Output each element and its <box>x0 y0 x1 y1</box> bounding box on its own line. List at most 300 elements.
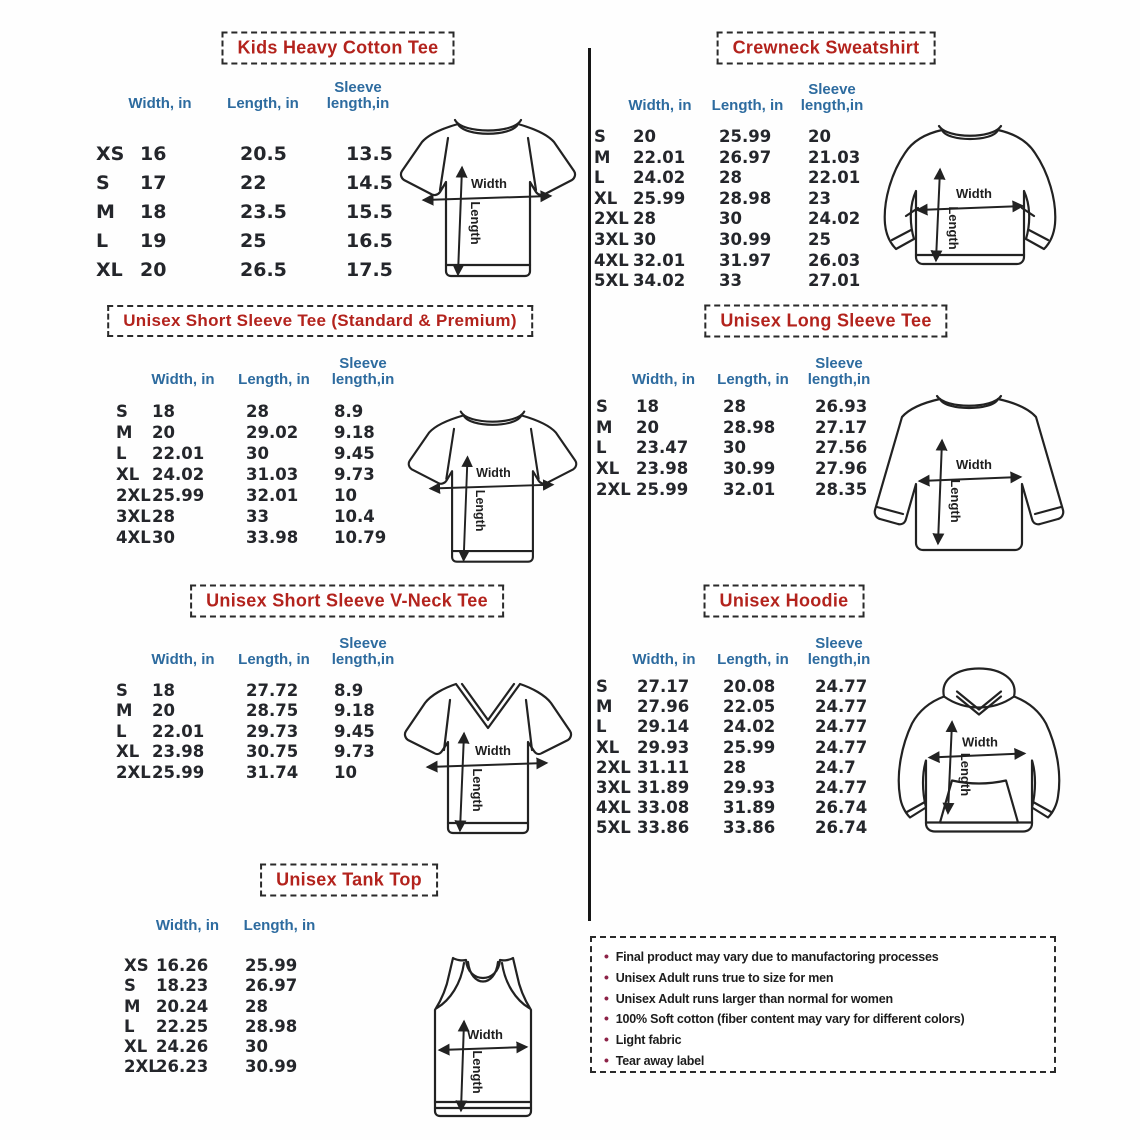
table-row <box>96 140 430 169</box>
size-cell: 2XL <box>116 486 151 505</box>
size-cell: L <box>96 230 109 252</box>
table-row <box>124 997 340 1017</box>
size-cell: L <box>596 717 607 737</box>
table-row <box>116 443 424 464</box>
width-arrow-label: Width <box>956 457 992 472</box>
section-title-box <box>704 585 865 618</box>
width-cell: 23.47 <box>636 438 689 458</box>
column-header-width: Width, in <box>151 651 215 668</box>
size-cell: XL <box>116 742 140 762</box>
sleeve-cell: 24.77 <box>815 737 868 757</box>
width-cell: 18 <box>152 402 175 421</box>
note-text: Final product may vary due to manufactoring processes <box>615 950 939 964</box>
sleeve-cell: 13.5 <box>346 143 393 165</box>
note-text: Unisex Adult runs true to size for men <box>615 970 834 985</box>
sleeve-cell: 28.35 <box>815 479 868 499</box>
size-cell: XL <box>596 737 620 757</box>
column-header-width: Width, in <box>628 97 692 114</box>
table-row <box>96 256 430 285</box>
length-cell: 25 <box>240 230 267 252</box>
table-row <box>596 480 895 501</box>
length-cell: 20.08 <box>723 677 776 696</box>
width-cell: 18 <box>636 397 659 416</box>
width-cell: 22.25 <box>156 1016 209 1036</box>
width-cell: 31.11 <box>637 757 690 777</box>
length-cell: 31.03 <box>246 465 299 484</box>
section-title-box <box>107 305 533 337</box>
table-row <box>124 956 340 976</box>
sleeve-cell: 27.17 <box>815 417 868 437</box>
size-cell: 3XL <box>596 778 631 798</box>
size-cell: XS <box>96 143 125 165</box>
column-header-sleeve: Sleeve length,in <box>807 355 871 388</box>
length-arrow-label: Length <box>946 206 961 250</box>
column-header-length: Length, in <box>238 651 310 668</box>
size-cell: 2XL <box>116 762 151 782</box>
width-cell: 30 <box>633 229 656 249</box>
table-row <box>596 418 895 439</box>
width-cell: 18.23 <box>156 976 209 996</box>
width-cell: 28 <box>633 209 656 229</box>
sleeve-cell: 14.5 <box>346 172 393 194</box>
column-header-width: Width, in <box>632 651 696 668</box>
length-cell: 30.75 <box>246 742 299 762</box>
sleeve-cell: 26.74 <box>815 798 868 818</box>
size-cell: 4XL <box>594 250 629 270</box>
section-title-box <box>260 864 438 897</box>
table-row <box>116 701 424 721</box>
length-cell: 24.02 <box>723 717 776 737</box>
width-cell: 24.26 <box>156 1037 209 1057</box>
table-header <box>110 78 400 112</box>
sleeve-cell: 27.01 <box>808 271 861 291</box>
length-cell: 31.74 <box>246 762 299 782</box>
width-cell: 22.01 <box>152 721 205 741</box>
tank-top-illustration <box>418 950 548 1128</box>
width-cell: 24.02 <box>152 465 205 484</box>
length-cell: 28.98 <box>245 1016 298 1036</box>
sleeve-cell: 15.5 <box>346 201 393 223</box>
tee-illustration <box>400 400 585 578</box>
size-cell: S <box>96 172 110 194</box>
sleeve-cell: 8.9 <box>334 681 364 700</box>
table-row <box>116 422 424 443</box>
note-text: Light fabric <box>615 1033 682 1048</box>
bullet-icon: • <box>604 948 609 964</box>
sleeve-cell: 24.77 <box>815 717 868 737</box>
table-row <box>124 1057 340 1077</box>
section-title-box <box>221 32 454 65</box>
sleeve-cell: 21.03 <box>808 147 861 167</box>
length-cell: 30 <box>246 444 269 463</box>
length-cell: 28 <box>245 996 268 1016</box>
size-cell: M <box>594 147 611 167</box>
length-cell: 22 <box>240 172 267 194</box>
length-arrow-label: Length <box>473 489 488 532</box>
width-cell: 20 <box>633 127 656 146</box>
width-cell: 30 <box>152 528 175 547</box>
size-cell: XL <box>116 465 140 484</box>
length-cell: 22.05 <box>723 697 776 717</box>
width-cell: 25.99 <box>152 762 205 782</box>
section-title: Unisex Short Sleeve Tee (Standard & Premium) <box>123 311 517 330</box>
size-cell: S <box>116 681 128 700</box>
sleeve-cell: 9.45 <box>334 444 375 463</box>
table-row <box>594 148 888 169</box>
table-row <box>124 1037 340 1057</box>
size-cell: S <box>116 402 128 421</box>
width-cell: 26.23 <box>156 1057 209 1077</box>
sleeve-cell: 27.96 <box>815 459 868 479</box>
column-header-sleeve: Sleeve length,in <box>331 355 395 388</box>
length-arrow-label: Length <box>470 1050 485 1094</box>
size-table <box>596 677 895 839</box>
column-header-sleeve: Sleeve length,in <box>326 79 390 112</box>
column-header-length: Length, in <box>711 97 784 114</box>
width-arrow-label: Width <box>476 465 511 480</box>
width-cell: 34.02 <box>633 271 686 291</box>
column-header-length: Length, in <box>227 95 299 112</box>
sweatshirt-illustration <box>862 112 1077 302</box>
bullet-icon: • <box>604 1051 609 1068</box>
size-cell: S <box>124 976 136 996</box>
size-cell: M <box>596 697 613 717</box>
length-cell: 27.72 <box>246 681 299 700</box>
column-header-sleeve: Sleeve length,in <box>807 635 871 668</box>
width-cell: 25.99 <box>636 479 689 499</box>
bullet-icon: • <box>604 989 609 1006</box>
size-cell: 2XL <box>124 1057 159 1077</box>
length-cell: 33.98 <box>246 528 299 547</box>
table-header <box>617 78 872 114</box>
size-cell: 5XL <box>596 818 631 838</box>
size-cell: 2XL <box>596 757 631 777</box>
table-row <box>596 738 895 758</box>
size-cell: S <box>594 127 606 146</box>
size-cell: 4XL <box>116 528 151 547</box>
size-cell: XS <box>124 956 149 975</box>
sleeve-cell: 26.03 <box>808 250 861 270</box>
width-cell: 25.99 <box>633 188 686 208</box>
width-cell: 32.01 <box>633 250 686 270</box>
width-cell: 20 <box>140 259 167 281</box>
sleeve-cell: 26.93 <box>815 397 868 416</box>
column-header-sleeve: Sleeve length,in <box>800 81 864 114</box>
width-cell: 25.99 <box>152 486 205 505</box>
width-cell: 23.98 <box>636 459 689 479</box>
bullet-icon: • <box>604 968 609 985</box>
sleeve-cell: 10.4 <box>334 507 375 526</box>
note-item <box>604 1051 1048 1072</box>
size-cell: M <box>124 996 141 1016</box>
sleeve-cell: 24.77 <box>815 697 868 717</box>
width-arrow-label: Width <box>956 186 992 201</box>
column-header-width: Width, in <box>631 371 696 388</box>
sleeve-cell: 9.73 <box>334 465 375 484</box>
length-cell: 31.89 <box>723 798 776 818</box>
width-arrow-label: Width <box>467 1027 503 1042</box>
v-neck-tee-illustration <box>398 672 578 850</box>
table-row <box>116 506 424 527</box>
size-cell: L <box>124 1016 135 1036</box>
width-arrow-label: Width <box>471 176 507 191</box>
width-cell: 19 <box>140 230 167 252</box>
length-cell: 26.5 <box>240 259 287 281</box>
table-row <box>596 778 895 798</box>
length-cell: 30.99 <box>723 459 776 479</box>
length-cell: 30.99 <box>719 229 772 249</box>
section-title: Unisex Short Sleeve V-Neck Tee <box>206 590 488 611</box>
size-cell: L <box>594 168 605 188</box>
bullet-icon: • <box>604 1031 609 1048</box>
width-cell: 33.08 <box>637 798 690 818</box>
length-arrow-label: Length <box>470 768 485 812</box>
section-title: Unisex Hoodie <box>719 590 849 611</box>
size-table <box>116 401 424 548</box>
size-cell: 2XL <box>596 479 631 499</box>
bullet-icon: • <box>604 1010 609 1027</box>
width-cell: 20 <box>636 417 659 437</box>
width-cell: 17 <box>140 172 167 194</box>
width-cell: 16 <box>140 143 167 165</box>
length-cell: 30 <box>723 438 746 458</box>
length-cell: 23.5 <box>240 201 287 223</box>
length-arrow-label: Length <box>958 752 973 797</box>
length-cell: 29.93 <box>723 778 776 798</box>
section-title-box <box>704 305 947 338</box>
table-row <box>596 818 895 838</box>
sleeve-cell: 24.02 <box>808 209 861 229</box>
width-cell: 27.96 <box>637 697 690 717</box>
size-cell: L <box>596 438 607 458</box>
width-cell: 16.26 <box>156 956 209 975</box>
sleeve-cell: 17.5 <box>346 259 393 281</box>
size-table <box>594 127 888 292</box>
size-table <box>596 397 895 501</box>
length-cell: 33.86 <box>723 818 776 838</box>
sleeve-cell: 10 <box>334 762 357 782</box>
note-item <box>604 1009 1048 1030</box>
size-cell: 5XL <box>594 271 629 291</box>
table-row <box>116 742 424 762</box>
table-row <box>124 976 340 996</box>
table-row <box>116 401 424 422</box>
length-cell: 29.73 <box>246 721 299 741</box>
width-cell: 23.98 <box>152 742 205 762</box>
length-cell: 33 <box>246 507 269 526</box>
column-header-length: Length, in <box>717 371 789 388</box>
table-row <box>116 464 424 485</box>
section-title: Unisex Long Sleeve Tee <box>720 310 932 331</box>
note-item <box>604 968 1048 989</box>
size-table <box>116 681 424 783</box>
notes-box <box>590 936 1056 1073</box>
sleeve-cell: 20 <box>808 127 831 146</box>
size-cell: S <box>596 397 608 416</box>
table-row <box>596 697 895 717</box>
sleeve-cell: 9.18 <box>334 701 375 721</box>
table-row <box>594 189 888 210</box>
sleeve-cell: 22.01 <box>808 168 861 188</box>
size-table <box>124 956 340 1078</box>
column-header-length: Length, in <box>717 651 789 668</box>
length-cell: 25.99 <box>245 956 298 975</box>
sleeve-cell: 24.77 <box>815 677 868 696</box>
length-cell: 25.99 <box>723 737 776 757</box>
sleeve-cell: 27.56 <box>815 438 868 458</box>
table-row <box>596 459 895 480</box>
sleeve-cell: 24.77 <box>815 778 868 798</box>
sleeve-cell: 8.9 <box>334 402 364 421</box>
note-item <box>604 1030 1048 1051</box>
length-cell: 28.98 <box>723 417 776 437</box>
table-row <box>116 485 424 506</box>
table-row <box>96 227 430 256</box>
column-divider <box>588 48 591 921</box>
width-cell: 29.14 <box>637 717 690 737</box>
table-row <box>594 127 888 148</box>
length-arrow-label: Length <box>948 479 963 523</box>
sleeve-cell: 25 <box>808 229 831 249</box>
section-title: Unisex Tank Top <box>276 869 422 890</box>
width-cell: 18 <box>140 201 167 223</box>
width-cell: 22.01 <box>633 147 686 167</box>
width-cell: 20 <box>152 701 175 721</box>
length-cell: 28 <box>246 402 269 421</box>
length-cell: 33 <box>719 271 742 291</box>
section-title-box <box>190 585 504 618</box>
long-sleeve-tee-illustration <box>862 385 1077 575</box>
sleeve-cell: 16.5 <box>346 230 393 252</box>
size-cell: 4XL <box>596 798 631 818</box>
table-row <box>596 758 895 778</box>
length-cell: 29.02 <box>246 423 299 442</box>
length-cell: 28 <box>723 757 746 777</box>
length-cell: 26.97 <box>719 147 772 167</box>
table-row <box>116 763 424 783</box>
table-header <box>136 352 408 388</box>
length-cell: 32.01 <box>723 479 776 499</box>
table-row <box>596 717 895 737</box>
table-header <box>136 632 408 668</box>
tee-illustration <box>392 108 584 293</box>
note-text: Tear away label <box>615 1053 705 1068</box>
table-row <box>596 397 895 418</box>
table-row <box>116 527 424 548</box>
size-table <box>96 140 430 285</box>
width-cell: 22.01 <box>152 444 205 463</box>
section-title: Kids Heavy Cotton Tee <box>237 37 439 58</box>
width-arrow-label: Width <box>475 743 511 758</box>
size-cell: 3XL <box>116 507 151 526</box>
sleeve-cell: 10 <box>334 486 357 505</box>
length-cell: 20.5 <box>240 143 287 165</box>
sleeve-cell: 23 <box>808 188 831 208</box>
width-cell: 29.93 <box>637 737 690 757</box>
sleeve-cell: 9.73 <box>334 742 375 762</box>
column-header-sleeve: Sleeve length,in <box>331 635 395 668</box>
size-cell: M <box>596 417 613 437</box>
sleeve-cell: 9.18 <box>334 423 375 442</box>
width-arrow-label: Width <box>962 734 998 750</box>
table-row <box>594 251 888 272</box>
width-cell: 24.02 <box>633 168 686 188</box>
size-cell: S <box>596 677 608 696</box>
sleeve-cell: 24.7 <box>815 757 856 777</box>
size-cell: 2XL <box>594 209 629 229</box>
table-row <box>596 798 895 818</box>
length-cell: 28.98 <box>719 188 772 208</box>
note-text: Unisex Adult runs larger than normal for women <box>615 991 893 1006</box>
length-cell: 30.99 <box>245 1057 298 1077</box>
table-header <box>620 352 879 388</box>
note-item <box>604 989 1048 1010</box>
width-cell: 20.24 <box>156 996 209 1016</box>
width-cell: 28 <box>152 507 175 526</box>
table-row <box>594 230 888 251</box>
length-arrow-label: Length <box>468 201 483 245</box>
section-title: Crewneck Sweatshirt <box>732 37 920 58</box>
sleeve-cell: 26.74 <box>815 818 868 838</box>
length-cell: 30 <box>245 1037 268 1057</box>
size-cell: M <box>96 201 115 223</box>
column-header-width: Width, in <box>155 917 220 934</box>
table-row <box>596 438 895 459</box>
length-cell: 30 <box>719 209 742 229</box>
size-cell: XL <box>124 1037 148 1057</box>
length-cell: 28 <box>723 397 746 416</box>
column-header-length: Length, in <box>238 371 310 388</box>
table-row <box>594 271 888 292</box>
size-cell: L <box>116 444 127 463</box>
size-cell: M <box>116 423 133 442</box>
table-row <box>116 722 424 742</box>
section-title-box <box>717 32 936 65</box>
sleeve-cell: 10.79 <box>334 528 387 547</box>
table-row <box>96 198 430 227</box>
sleeve-cell: 9.45 <box>334 721 375 741</box>
size-cell: 3XL <box>594 229 629 249</box>
width-cell: 33.86 <box>637 818 690 838</box>
table-header <box>143 898 327 934</box>
column-header-width: Width, in <box>151 371 215 388</box>
table-row <box>124 1017 340 1037</box>
length-cell: 31.97 <box>719 250 772 270</box>
length-cell: 28.75 <box>246 701 299 721</box>
size-cell: L <box>116 721 127 741</box>
width-cell: 20 <box>152 423 175 442</box>
width-cell: 18 <box>152 681 175 700</box>
length-cell: 26.97 <box>245 976 298 996</box>
hoodie-illustration <box>872 660 1087 865</box>
column-header-length: Length, in <box>243 917 316 934</box>
length-cell: 28 <box>719 168 742 188</box>
note-item <box>604 947 1048 968</box>
width-cell: 31.89 <box>637 778 690 798</box>
table-row <box>96 169 430 198</box>
length-cell: 32.01 <box>246 486 299 505</box>
table-row <box>596 677 895 697</box>
table-row <box>594 168 888 189</box>
column-header-width: Width, in <box>128 95 192 112</box>
width-cell: 27.17 <box>637 677 690 696</box>
size-cell: XL <box>596 459 620 479</box>
table-row <box>594 209 888 230</box>
size-cell: XL <box>96 259 123 281</box>
size-cell: M <box>116 701 133 721</box>
table-row <box>116 681 424 701</box>
size-cell: XL <box>594 188 618 208</box>
